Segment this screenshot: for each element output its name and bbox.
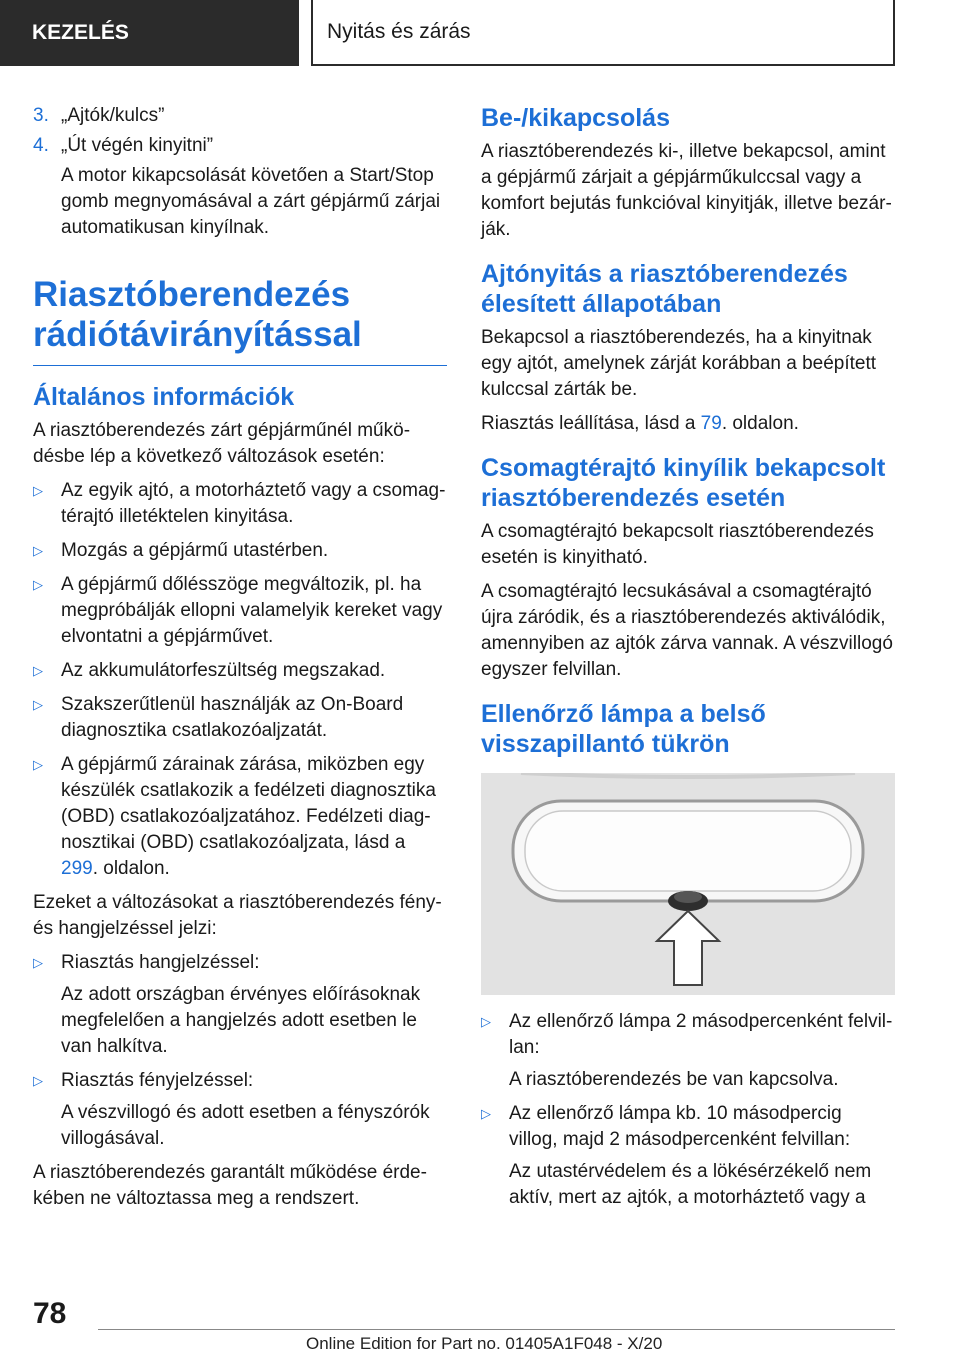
section-tab bbox=[0, 0, 299, 66]
page-link-79[interactable]: 79 bbox=[700, 413, 722, 434]
bullet-text: Szakszerűtlenül használják az On-Board diagnosztika csatlakozóaljzatát. bbox=[61, 694, 404, 741]
section-heading-door: Ajtónyitás a riasztóberendezés élesített állapotában bbox=[481, 260, 848, 318]
bullet-text-body: A gépjármű zárainak zárása, miközben egy készülék csatlakozik a fedélzeti diagnosztika (OBD) csatlakozóaljzatához. Fedélzeti diagnosztikai (OBD) csatlakozóaljzata, lásd a bbox=[61, 754, 436, 853]
item-text: „Út végén kinyitni” bbox=[61, 135, 214, 156]
triangle-bullet-icon: ▷ bbox=[33, 543, 43, 558]
onoff-text: A riasztóberendezés ki-, illetve bekapcsol, amint a gépjármű zárjait a gépjárműkulccsal vagy a komfort bejutás funkcióval kinyitják, illetve bezárják. bbox=[481, 141, 892, 240]
lamp-state: Az ellenőrző lámpa 2 másodpercenként felvillan: bbox=[509, 1011, 893, 1058]
list-item bbox=[33, 1068, 447, 1152]
list-item bbox=[33, 538, 447, 564]
list-item bbox=[33, 658, 447, 684]
list-item bbox=[481, 1009, 895, 1093]
signal-desc: Az adott országban érvényes előírásoknak megfelelően a hangjelzés adott esetben le van halkítva. bbox=[61, 984, 421, 1057]
list-item bbox=[33, 133, 447, 159]
mirror-illustration bbox=[481, 773, 895, 995]
door-ref-pre: Riasztás leállítása, lásd a bbox=[481, 413, 696, 434]
section-heading-general: Általános információk bbox=[33, 383, 295, 411]
signals-intro: Ezeket a változásokat a riasztóberendezés fény- és hangjelzéssel jelzi: bbox=[33, 892, 442, 939]
trunk-text-1: A csomagtérajtó bekapcsolt riasztóberendezés esetén is kinyitható. bbox=[481, 521, 874, 568]
rearview-mirror-icon bbox=[481, 773, 895, 995]
triangle-bullet-icon: ▷ bbox=[481, 1014, 491, 1029]
signal-list bbox=[33, 950, 447, 1152]
list-item bbox=[481, 1101, 895, 1211]
section-heading-onoff: Be-/kikapcsolás bbox=[481, 104, 670, 132]
door-ref-post: . oldalon. bbox=[721, 413, 799, 434]
lamp-meaning: A riasztóberendezés be van kapcsolva. bbox=[509, 1069, 839, 1090]
bullet-text bbox=[61, 752, 447, 882]
lamp-list bbox=[481, 1009, 895, 1211]
right-column bbox=[481, 103, 895, 1219]
triangle-bullet-icon: ▷ bbox=[33, 663, 43, 678]
item-text: „Ajtók/kulcs” bbox=[61, 105, 165, 126]
left-column bbox=[33, 103, 447, 1220]
triangle-bullet-icon: ▷ bbox=[33, 1073, 43, 1088]
chapter-tab bbox=[311, 0, 895, 66]
signal-title: Riasztás hangjelzéssel: bbox=[61, 952, 260, 973]
section-heading-lamp: Ellenőrző lámpa a belső visszapillantó tükrön bbox=[481, 700, 766, 758]
triangle-bullet-icon: ▷ bbox=[33, 757, 43, 772]
list-item bbox=[33, 752, 447, 882]
bullet-text: A gépjármű dőlésszöge megváltozik, pl. ha megpróbálják ellopni valamelyik kereket vagy elvontatni a gépjárművet. bbox=[61, 574, 443, 647]
bullet-text-end: . oldalon. bbox=[92, 858, 170, 879]
triangle-bullet-icon: ▷ bbox=[33, 577, 43, 592]
list-item bbox=[33, 572, 447, 650]
trigger-list bbox=[33, 478, 447, 882]
page-link-299[interactable]: 299 bbox=[61, 858, 93, 879]
item-description: A motor kikapcsolását követően a Start/Stop gomb megnyomásával a zárt gépjármű zárjai automatikusan kinyílnak. bbox=[61, 165, 441, 238]
bullet-text: Az akkumulátorfeszültség megszakad. bbox=[61, 660, 386, 681]
chapter-title: Nyitás és zárás bbox=[327, 20, 471, 43]
triangle-bullet-icon: ▷ bbox=[33, 955, 43, 970]
closing-text: A riasztóberendezés garantált működése érdekében ne változtassa meg a rendszert. bbox=[33, 1162, 427, 1209]
general-intro: A riasztóberendezés zárt gépjárműnél működésbe lép a következő változások esetén: bbox=[33, 420, 411, 467]
page-number: 78 bbox=[33, 1297, 67, 1330]
door-text: Bekapcsol a riasztóberendezés, ha a kinyitnak egy ajtót, amelynek zárját korábban a beépített kulccsal zárták be. bbox=[481, 327, 877, 400]
edition-note: Online Edition for Part no. 01405A1F048 - X/20 bbox=[306, 1334, 663, 1353]
list-item bbox=[33, 950, 447, 1060]
page-title: Riasztóberendezés rádiótávirányítással bbox=[33, 275, 447, 366]
trunk-text-2: A csomagtérajtó lecsukásával a csomagtérajtó újra záródik, és a riasztóberendezés aktiválódik, amennyiben az ajtók zárva vannak. A vészvillogó egyszer felvillan. bbox=[481, 581, 893, 680]
door-ref bbox=[481, 411, 895, 437]
list-item bbox=[33, 103, 447, 129]
lamp-state: Az ellenőrző lámpa kb. 10 másodpercig villog, majd 2 másodpercenként felvillan: bbox=[509, 1103, 851, 1150]
triangle-bullet-icon: ▷ bbox=[481, 1106, 491, 1121]
list-item bbox=[33, 478, 447, 530]
signal-desc: A vészvillogó és adott esetben a fényszórók villogásával. bbox=[61, 1102, 430, 1149]
signal-title: Riasztás fényjelzéssel: bbox=[61, 1070, 254, 1091]
section-title: KEZELÉS bbox=[32, 21, 129, 44]
list-item bbox=[33, 692, 447, 744]
bullet-text: Mozgás a gépjármű utastérben. bbox=[61, 540, 329, 561]
item-number: 4. bbox=[33, 135, 49, 156]
section-heading-trunk: Csomagtérajtó kinyílik bekapcsolt riasztóberendezés esetén bbox=[481, 454, 886, 512]
footer-divider bbox=[98, 1329, 895, 1330]
triangle-bullet-icon: ▷ bbox=[33, 483, 43, 498]
lamp-meaning: Az utastérvédelem és a lökésérzékelő nem aktív, mert az ajtók, a motorháztető vagy a bbox=[509, 1161, 872, 1208]
item-number: 3. bbox=[33, 105, 49, 126]
bullet-text: Az egyik ajtó, a motorháztető vagy a csomagtérajtó illetéktelen kinyitása. bbox=[61, 480, 446, 527]
triangle-bullet-icon: ▷ bbox=[33, 697, 43, 712]
